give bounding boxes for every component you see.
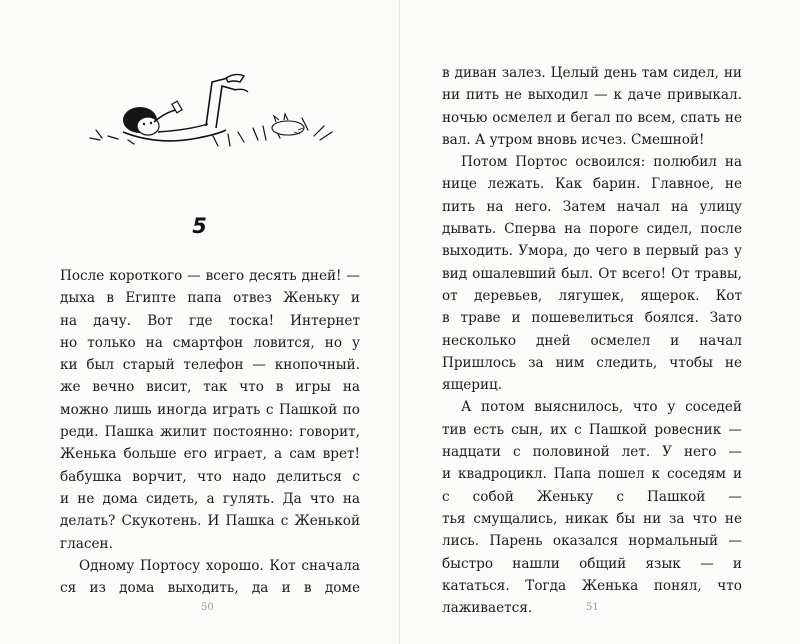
text-line: с собой Женьку с Пашкой — — [442, 488, 742, 505]
text-line: бабушка ворчит, что надо делиться с — [60, 468, 360, 485]
left-page-text — [60, 265, 360, 599]
text-line: в траве и пошевелиться боялся. Зато — [442, 310, 742, 327]
text-line: на дачу. Вот где тоска! Интернет — [60, 312, 360, 329]
text-line: реди. Пашка жилит постоянно: говорит, — [60, 424, 360, 441]
text-line: делать? Скукотень. И Пашка с Женькой — [60, 513, 360, 530]
page-number-left: 50 — [201, 602, 214, 613]
text-line: дывать. Сперва на пороге сидел, после — [442, 221, 742, 238]
text-line: вид ошалевший был. От всего! От травы, — [442, 265, 742, 282]
boy-lying-in-grass-illustration — [88, 60, 338, 180]
text-line: Пришлось за ним следить, чтобы не — [442, 354, 742, 371]
text-line: вал. А утром вновь исчез. Смешной! — [442, 131, 705, 148]
text-line: выходить. Умора, до чего в первый раз у — [442, 243, 742, 260]
text-line: можно лишь иногда играть с Пашкой по — [60, 401, 360, 418]
text-line: быстро нашли общий язык — и — [442, 555, 742, 572]
text-line: После короткого — всего десять дней! — — [60, 268, 360, 284]
text-line: Потом Портос освоился: полюбил на — [461, 154, 742, 171]
text-line: тив есть сын, их с Пашкой ровесник — — [442, 421, 742, 438]
text-line: и квадроцикл. Папа пошел к соседям и — [442, 466, 742, 483]
text-line: в диван залез. Целый день там сидел, ни — [442, 65, 742, 81]
text-line: ся из дома выходить, да и в доме — [60, 580, 360, 597]
text-line: но только на смартфон ловится, но у — [60, 334, 360, 351]
text-line: и не дома сидеть, а гулять. Да что на — [60, 490, 360, 507]
text-line: ящериц. — [442, 377, 503, 394]
text-line: дыха в Египте папа отвез Женьку и — [60, 290, 360, 307]
text-line: ни пить не выходил — к даче привыкал. — [442, 87, 742, 104]
text-line: лаживается. — [442, 600, 533, 617]
text-line: тья смущались, никак бы ни за что не — [442, 510, 742, 527]
text-line: от деревьев, лягушек, ящерок. Кот — [442, 287, 742, 304]
text-line: нице лежать. Как барин. Главное, не — [442, 176, 742, 193]
text-line: Одному Портосу хорошо. Кот сначала — [79, 557, 360, 574]
text-line: же вечно висит, так что в игры на — [60, 379, 360, 396]
text-line: надцати с половиной лет. У него — — [442, 444, 742, 461]
text-line: ки был старый телефон — кнопочный. — [60, 357, 360, 374]
text-line: ночью осмелел и бегал по всем, спать не — [442, 109, 742, 126]
right-page-text — [442, 62, 742, 619]
text-line: А потом выяснилось, что у соседей — [461, 399, 742, 416]
text-line: пить на него. Затем начал на улицу — [442, 198, 742, 215]
text-line: кататься. Тогда Женька понял, что — [442, 577, 742, 594]
text-line: гласен. — [60, 535, 113, 552]
page-number-right: 51 — [586, 602, 599, 613]
text-line: несколько дней осмелел и начал — [442, 332, 742, 349]
text-line: лись. Парень оказался нормальный — — [442, 533, 742, 550]
chapter-number: 5 — [192, 214, 207, 238]
text-line: Женька больше его играет, а сам врет! — [60, 446, 360, 463]
